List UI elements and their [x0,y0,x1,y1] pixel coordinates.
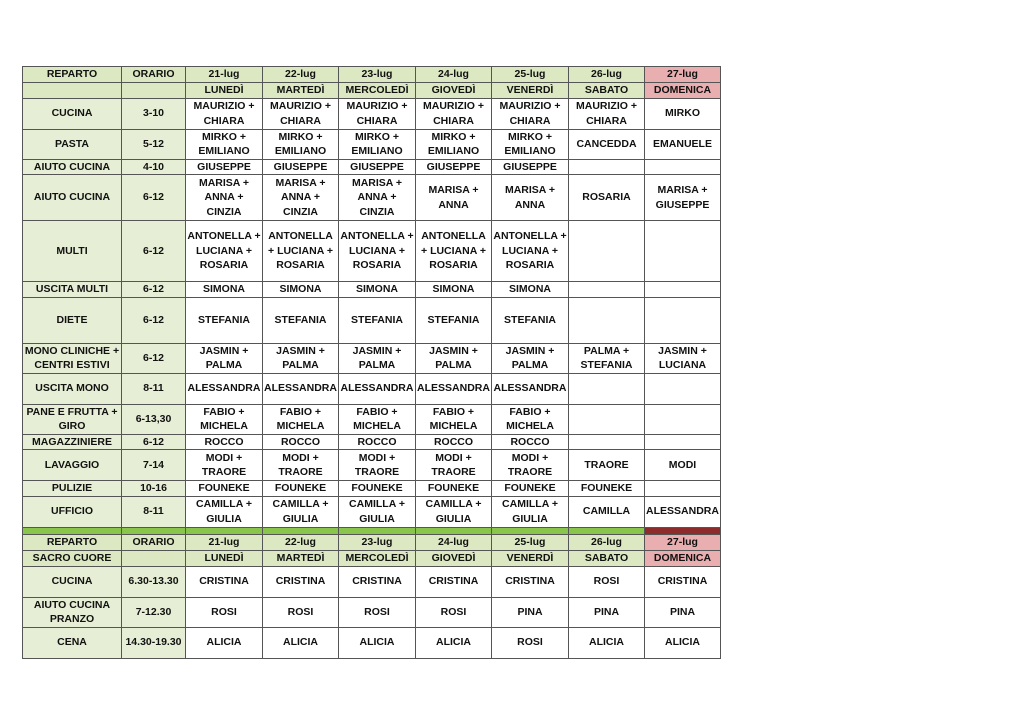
orario-label: 6-13,30 [122,404,186,434]
shift-cell [645,282,721,298]
shift-cell [569,282,645,298]
shift-cell: FABIO + MICHELA [492,404,569,434]
shift-cell: MODI + TRAORE [416,450,492,481]
shift-cell: SIMONA [416,282,492,298]
shift-cell: ROSI [569,566,645,597]
shift-cell: MAURIZIO + CHIARA [492,98,569,129]
section-title: SACRO CUORE [23,551,122,567]
shift-cell: JASMIN + LUCIANA [645,343,721,373]
schedule-row [23,343,721,373]
reparto-label: USCITA MONO [23,373,122,404]
reparto-label: CENA [23,627,122,658]
shift-cell: PINA [492,597,569,627]
main-table-body [23,67,721,99]
shift-cell: ALICIA [186,627,263,658]
date-header: 21-lug [186,67,263,83]
shift-cell: MIRKO + EMILIANO [492,129,569,159]
date-header: 26-lug [569,535,645,551]
shift-cell: FABIO + MICHELA [416,404,492,434]
main-table-rows [23,98,721,527]
shift-cell: FOUNEKE [569,481,645,497]
schedule-table-main [22,66,721,543]
shift-cell: MARISA + ANNA + CINZIA [186,175,263,221]
shift-cell: FABIO + MICHELA [339,404,416,434]
shift-cell: ROCCO [416,434,492,450]
date-header: 23-lug [339,67,416,83]
shift-cell: ALICIA [569,627,645,658]
shift-cell: PINA [645,597,721,627]
reparto-label: CUCINA [23,98,122,129]
date-header: 24-lug [416,67,492,83]
schedule-row [23,597,721,627]
schedule-table-sacro-cuore [22,534,721,659]
sacro-cuore-header-body [23,535,721,567]
day-header: SABATO [569,83,645,99]
shift-cell: PALMA + STEFANIA [569,343,645,373]
shift-cell: CANCEDDA [569,129,645,159]
shift-cell: GIUSEPPE [263,159,339,175]
shift-cell: ALESSANDRA [186,373,263,404]
shift-cell: CRISTINA [416,566,492,597]
reparto-label: PASTA [23,129,122,159]
shift-cell: EMANUELE [645,129,721,159]
day-header-sunday: DOMENICA [645,551,721,567]
schedule-row [23,566,721,597]
schedule-row [23,129,721,159]
shift-cell: ALESSANDRA [339,373,416,404]
shift-cell: MIRKO [645,98,721,129]
shift-cell: CRISTINA [186,566,263,597]
shift-cell: ROSARIA [569,175,645,221]
day-header: MARTEDÌ [263,551,339,567]
date-header: 26-lug [569,67,645,83]
schedule-row [23,98,721,129]
day-header: VENERDÌ [492,551,569,567]
shift-cell: STEFANIA [416,297,492,343]
shift-cell: MODI + TRAORE [186,450,263,481]
shift-cell: MARISA + ANNA + CINZIA [263,175,339,221]
date-header-row [23,67,721,83]
shift-cell: STEFANIA [492,297,569,343]
shift-cell: JASMIN + PALMA [186,343,263,373]
reparto-label: USCITA MULTI [23,282,122,298]
col-header-orario: ORARIO [122,535,186,551]
shift-cell [569,297,645,343]
shift-cell: ROCCO [186,434,263,450]
shift-cell: ANTONELLA + LUCIANA + ROSARIA [263,221,339,282]
shift-cell: MAURIZIO + CHIARA [186,98,263,129]
orario-label: 6-12 [122,434,186,450]
reparto-label: DIETE [23,297,122,343]
date-header-row [23,535,721,551]
day-header: GIOVEDÌ [416,83,492,99]
schedule-row [23,481,721,497]
reparto-label: PANE E FRUTTA + GIRO [23,404,122,434]
schedule-row [23,434,721,450]
schedule-row [23,175,721,221]
shift-cell: TRAORE [569,450,645,481]
shift-cell [645,404,721,434]
day-header-row [23,551,721,567]
orario-label: 7-14 [122,450,186,481]
orario-label: 6-12 [122,221,186,282]
shift-cell: MODI + TRAORE [339,450,416,481]
shift-cell [645,297,721,343]
reparto-label: AIUTO CUCINA [23,159,122,175]
shift-cell: ANTONELLA + LUCIANA + ROSARIA [492,221,569,282]
reparto-label: UFFICIO [23,496,122,527]
shift-cell: FOUNEKE [263,481,339,497]
shift-cell: ALICIA [263,627,339,658]
orario-label: 5-12 [122,129,186,159]
shift-cell: CRISTINA [492,566,569,597]
orario-label: 8-11 [122,496,186,527]
reparto-label: LAVAGGIO [23,450,122,481]
shift-cell: MODI + TRAORE [263,450,339,481]
shift-cell: MARISA + GIUSEPPE [645,175,721,221]
shift-cell: ROSI [186,597,263,627]
shift-cell: STEFANIA [186,297,263,343]
shift-cell [569,373,645,404]
shift-cell [645,373,721,404]
shift-cell: MIRKO + EMILIANO [263,129,339,159]
shift-cell: FOUNEKE [492,481,569,497]
orario-label: 6-12 [122,343,186,373]
schedule-row [23,627,721,658]
orario-label: 7-12.30 [122,597,186,627]
shift-cell: MARISA + ANNA + CINZIA [339,175,416,221]
shift-cell: ALESSANDRA [645,496,721,527]
day-header: MARTEDÌ [263,83,339,99]
shift-cell [645,221,721,282]
shift-cell: ROSI [339,597,416,627]
reparto-label: AIUTO CUCINA [23,175,122,221]
shift-cell: CAMILLA [569,496,645,527]
col-header-orario: ORARIO [122,67,186,83]
shift-cell: CAMILLA + GIULIA [416,496,492,527]
shift-cell: MARISA + ANNA [416,175,492,221]
shift-cell: MAURIZIO + CHIARA [339,98,416,129]
date-header: 22-lug [263,535,339,551]
shift-cell: ALESSANDRA [416,373,492,404]
orario-label: 10-16 [122,481,186,497]
shift-cell: CRISTINA [263,566,339,597]
shift-cell: ALICIA [416,627,492,658]
orario-label: 6-12 [122,282,186,298]
shift-cell: JASMIN + PALMA [263,343,339,373]
shift-cell: CAMILLA + GIULIA [492,496,569,527]
schedule-row [23,373,721,404]
reparto-label: CUCINA [23,566,122,597]
shift-cell: ROSI [263,597,339,627]
shift-cell: CRISTINA [339,566,416,597]
shift-cell: ANTONELLA + LUCIANA + ROSARIA [339,221,416,282]
shift-cell [569,434,645,450]
day-header: MERCOLEDÌ [339,551,416,567]
shift-cell: ALESSANDRA [263,373,339,404]
shift-cell: ROSI [416,597,492,627]
shift-cell: CRISTINA [645,566,721,597]
shift-cell: FABIO + MICHELA [186,404,263,434]
shift-cell [569,404,645,434]
schedule-row [23,159,721,175]
shift-cell: SIMONA [492,282,569,298]
shift-cell [569,221,645,282]
orario-label: 4-10 [122,159,186,175]
day-header: LUNEDÌ [186,83,263,99]
shift-cell: FOUNEKE [186,481,263,497]
shift-cell: CAMILLA + GIULIA [339,496,416,527]
day-header: VENERDÌ [492,83,569,99]
day-header-sunday: DOMENICA [645,83,721,99]
date-header: 22-lug [263,67,339,83]
shift-cell: JASMIN + PALMA [492,343,569,373]
date-header: 21-lug [186,535,263,551]
empty-cell [122,551,186,567]
shift-cell: SIMONA [186,282,263,298]
day-header: GIOVEDÌ [416,551,492,567]
date-header-sunday: 27-lug [645,67,721,83]
orario-label: 3-10 [122,98,186,129]
date-header: 24-lug [416,535,492,551]
shift-cell [569,159,645,175]
shift-cell: ROSI [492,627,569,658]
date-header: 25-lug [492,535,569,551]
shift-cell: CAMILLA + GIULIA [263,496,339,527]
day-header: LUNEDÌ [186,551,263,567]
shift-cell: ROCCO [492,434,569,450]
orario-label: 6.30-13.30 [122,566,186,597]
shift-cell: ROCCO [263,434,339,450]
shift-cell: ROCCO [339,434,416,450]
reparto-label: MULTI [23,221,122,282]
orario-label: 6-12 [122,297,186,343]
shift-cell: STEFANIA [339,297,416,343]
schedule-row [23,496,721,527]
day-header: SABATO [569,551,645,567]
shift-cell: FOUNEKE [339,481,416,497]
date-header: 25-lug [492,67,569,83]
day-header-row [23,83,721,99]
reparto-label: MONO CLINICHE + CENTRI ESTIVI [23,343,122,373]
shift-cell: GIUSEPPE [492,159,569,175]
shift-cell: MIRKO + EMILIANO [339,129,416,159]
shift-cell [645,159,721,175]
shift-cell: FOUNEKE [416,481,492,497]
shift-cell: JASMIN + PALMA [416,343,492,373]
shift-cell: MARISA + ANNA [492,175,569,221]
empty-cell [122,83,186,99]
shift-cell: GIUSEPPE [186,159,263,175]
date-header-sunday: 27-lug [645,535,721,551]
schedule-row [23,221,721,282]
reparto-label: MAGAZZINIERE [23,434,122,450]
shift-cell: FABIO + MICHELA [263,404,339,434]
shift-cell: STEFANIA [263,297,339,343]
day-header: MERCOLEDÌ [339,83,416,99]
shift-cell: MODI [645,450,721,481]
shift-cell: MODI + TRAORE [492,450,569,481]
shift-cell: ALICIA [645,627,721,658]
shift-cell: MAURIZIO + CHIARA [569,98,645,129]
shift-cell: MIRKO + EMILIANO [186,129,263,159]
col-header-reparto: REPARTO [23,535,122,551]
orario-label: 6-12 [122,175,186,221]
shift-cell: GIUSEPPE [339,159,416,175]
col-header-reparto: REPARTO [23,67,122,83]
shift-cell: CAMILLA + GIULIA [186,496,263,527]
schedule-row [23,282,721,298]
shift-cell: ANTONELLA + LUCIANA + ROSARIA [416,221,492,282]
schedule-row [23,450,721,481]
orario-label: 8-11 [122,373,186,404]
shift-cell [645,481,721,497]
shift-cell: SIMONA [339,282,416,298]
shift-cell: MAURIZIO + CHIARA [416,98,492,129]
reparto-label: AIUTO CUCINA PRANZO [23,597,122,627]
shift-cell: ALESSANDRA [492,373,569,404]
shift-cell: GIUSEPPE [416,159,492,175]
schedule-row [23,297,721,343]
sacro-cuore-rows [23,566,721,658]
shift-cell: JASMIN + PALMA [339,343,416,373]
shift-cell: MIRKO + EMILIANO [416,129,492,159]
schedule-row [23,404,721,434]
shift-cell: ALICIA [339,627,416,658]
shift-cell: ANTONELLA + LUCIANA + ROSARIA [186,221,263,282]
shift-cell: PINA [569,597,645,627]
date-header: 23-lug [339,535,416,551]
reparto-label: PULIZIE [23,481,122,497]
shift-cell [645,434,721,450]
empty-cell [23,83,122,99]
orario-label: 14.30-19.30 [122,627,186,658]
shift-cell: MAURIZIO + CHIARA [263,98,339,129]
shift-cell: SIMONA [263,282,339,298]
